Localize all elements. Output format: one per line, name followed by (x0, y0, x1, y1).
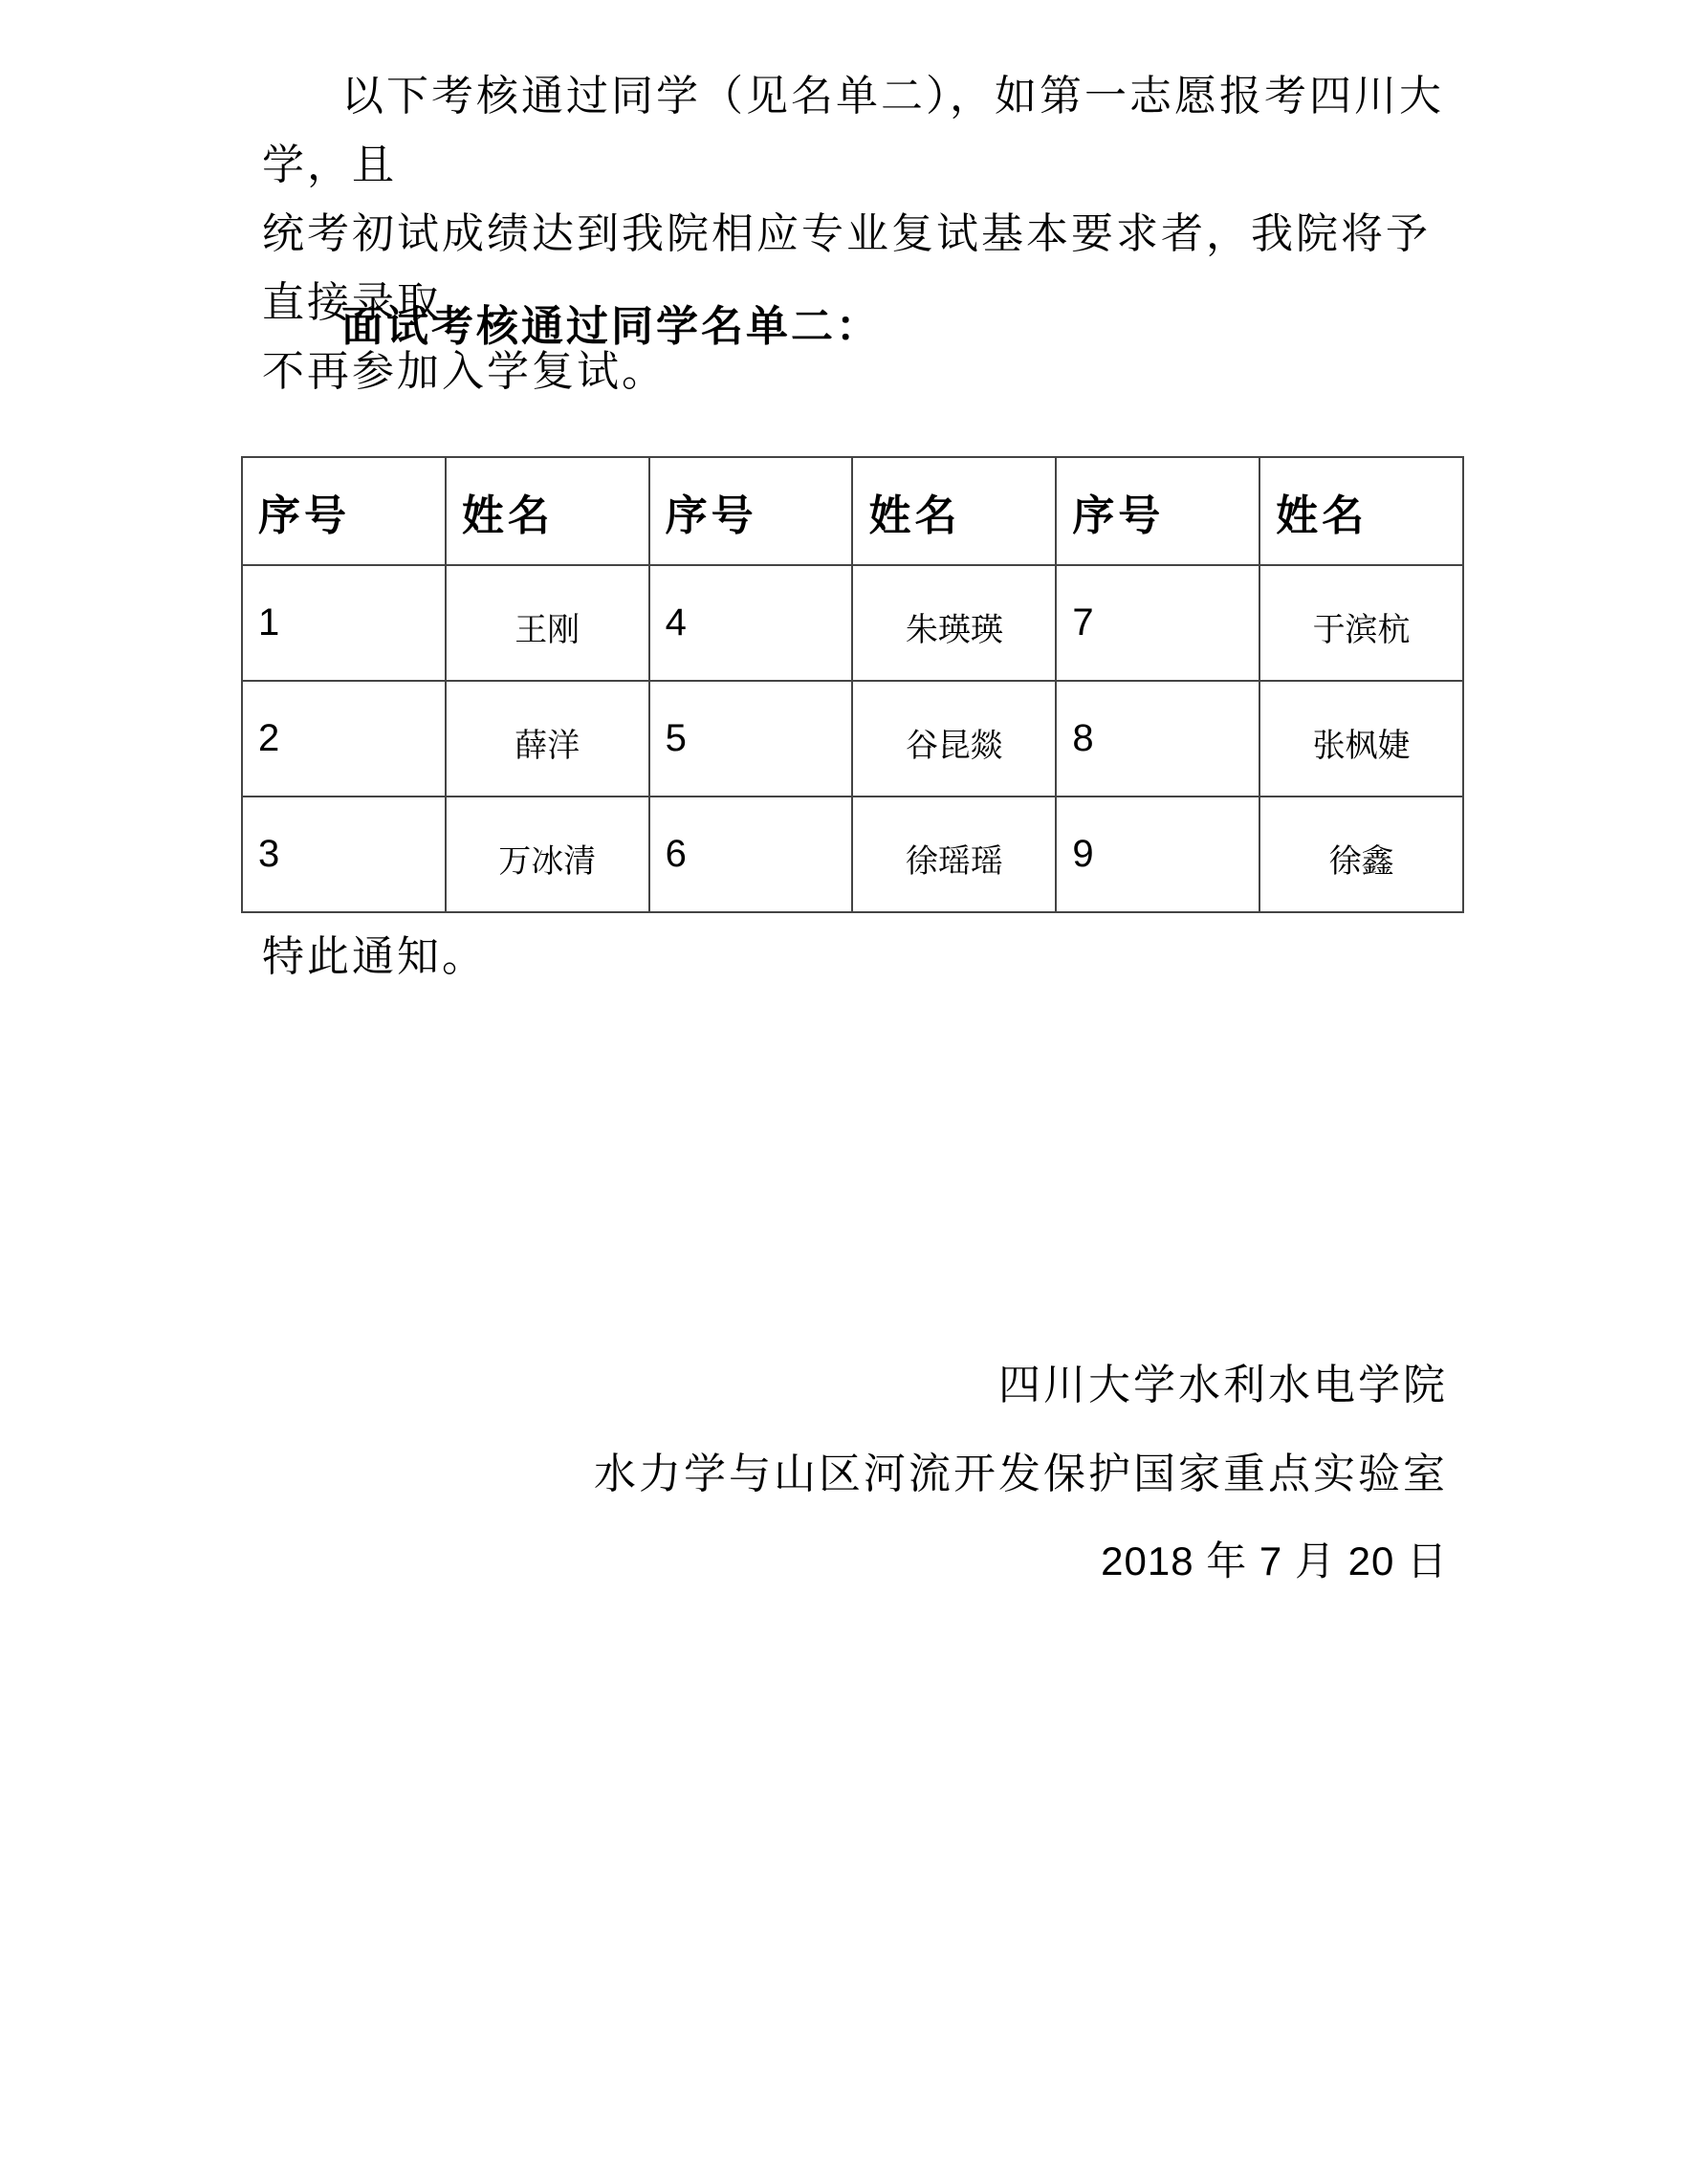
roster-table (241, 456, 1464, 913)
name-cell: 薛洋 (446, 681, 649, 797)
index-cell: 6 (649, 797, 853, 912)
name-cell: 万冰清 (446, 797, 649, 912)
index-cell: 4 (649, 565, 853, 681)
table-row (242, 681, 1463, 797)
table-header-row (242, 457, 1463, 565)
index-cell: 1 (242, 565, 446, 681)
index-cell: 7 (1056, 565, 1259, 681)
signature-org-lab: 水力学与山区河流开发保护国家重点实验室 (594, 1450, 1448, 1498)
index-cell: 3 (242, 797, 446, 912)
header-cell-name: 姓名 (1259, 457, 1463, 565)
intro-line-2: 统考初试成绩达到我院相应专业复试基本要求者，我院将予直接录取 (262, 209, 1431, 327)
table-row (242, 565, 1463, 681)
header-cell-index: 序号 (649, 457, 853, 565)
list-heading: 面试考核通过同学名单二： (341, 302, 881, 351)
signature-org-college: 四川大学水利水电学院 (998, 1361, 1448, 1409)
header-cell-name: 姓名 (446, 457, 649, 565)
intro-paragraph (262, 62, 1448, 406)
index-cell: 9 (1056, 797, 1259, 912)
name-cell: 徐瑶瑶 (852, 797, 1056, 912)
name-cell: 谷昆燚 (852, 681, 1056, 797)
name-cell: 于滨杭 (1259, 565, 1463, 681)
name-cell: 徐鑫 (1259, 797, 1463, 912)
signature-date: 2018 年 7 月 20 日 (1101, 1539, 1448, 1583)
header-cell-index: 序号 (1056, 457, 1259, 565)
name-cell: 王刚 (446, 565, 649, 681)
name-cell: 朱瑛瑛 (852, 565, 1056, 681)
index-cell: 8 (1056, 681, 1259, 797)
closing-text: 特此通知。 (262, 932, 487, 981)
intro-line-3: 不再参加入学复试。 (262, 347, 667, 396)
name-cell: 张枫婕 (1259, 681, 1463, 797)
index-cell: 5 (649, 681, 853, 797)
header-cell-index: 序号 (242, 457, 446, 565)
table-row (242, 797, 1463, 912)
index-cell: 2 (242, 681, 446, 797)
header-cell-name: 姓名 (852, 457, 1056, 565)
intro-line-1: 以下考核通过同学（见名单二），如第一志愿报考四川大学，且 (262, 72, 1444, 189)
